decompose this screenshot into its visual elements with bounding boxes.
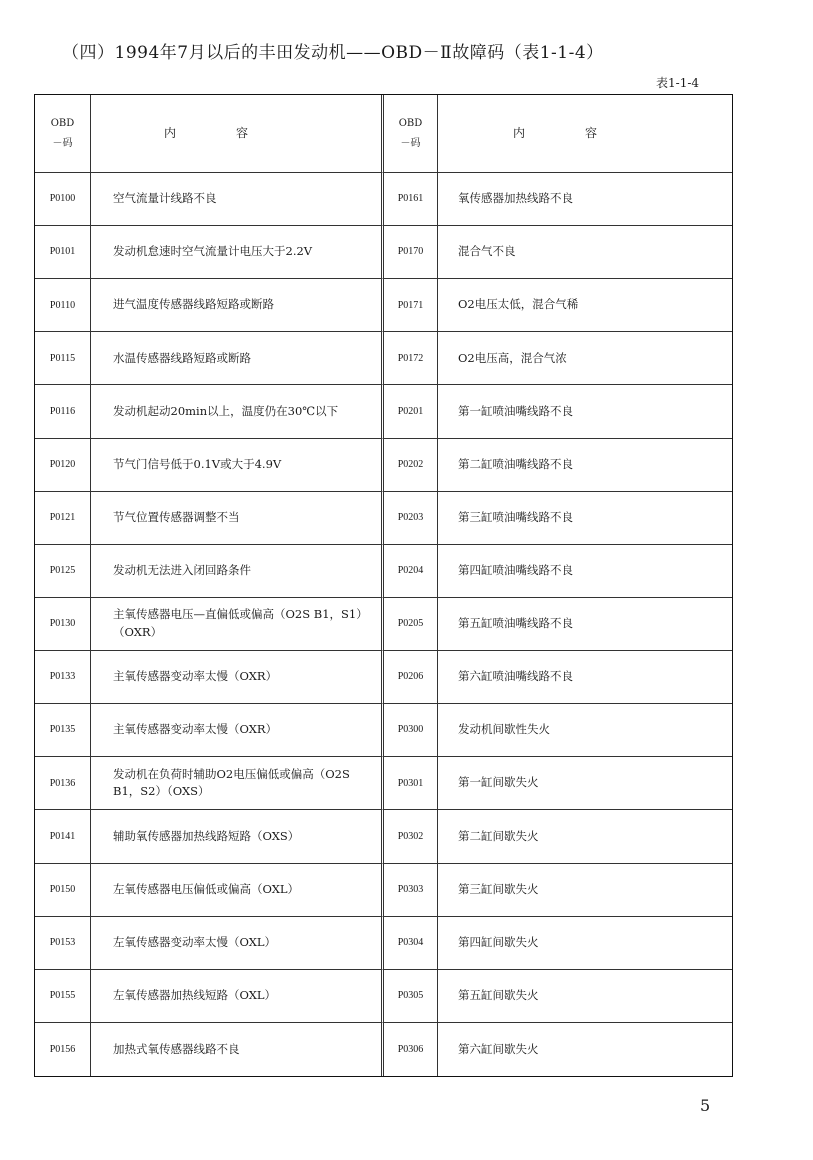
code-cell-left: P0155 [35, 970, 91, 1023]
description-cell-left: 水温传感器线路短路或断路 [91, 332, 384, 385]
description-cell-right: 第一缸间歇失火 [438, 757, 732, 810]
code-cell-left: P0115 [35, 332, 91, 385]
code-cell-left: P0135 [35, 704, 91, 757]
code-cell-left: P0101 [35, 226, 91, 279]
page-title: （四）1994年7月以后的丰田发动机——OBD－Ⅱ故障码（表1-1-4） [62, 43, 604, 63]
page-number: 5 [700, 1096, 711, 1115]
description-cell-right: 第四缸间歇失火 [438, 917, 732, 970]
code-cell-right: P0303 [384, 864, 438, 917]
description-cell-right: 第三缸间歇失火 [438, 864, 732, 917]
header-content-right: 内容 [438, 95, 732, 173]
description-cell-right: 第四缸喷油嘴线路不良 [438, 545, 732, 598]
code-cell-left: P0150 [35, 864, 91, 917]
description-cell-left: 加热式氧传感器线路不良 [91, 1023, 384, 1076]
code-cell-right: P0304 [384, 917, 438, 970]
description-cell-right: 第六缸间歇失火 [458, 1041, 539, 1056]
code-cell-left: P0130 [35, 598, 91, 651]
description-cell-right: 混合气不良 [438, 226, 732, 279]
description-cell-right: 氧传感器加热线路不良 [438, 173, 732, 226]
code-cell-right: P0205 [384, 598, 438, 651]
description-cell-left: 发动机怠速时空气流量计电压大于2.2V [91, 226, 384, 279]
header-code-line1: OBD [50, 117, 75, 129]
code-cell-right: P0203 [384, 492, 438, 545]
header-code-left [35, 95, 91, 173]
description-cell-left: 左氧传感器加热线短路（OXL） [91, 970, 384, 1023]
code-cell-left: P0133 [35, 651, 91, 704]
description-cell-left: 空气流量计线路不良 [91, 173, 384, 226]
description-cell-right: 第五缸间歇失火 [438, 970, 732, 1023]
description-cell-right: 第一缸喷油嘴线路不良 [438, 385, 732, 438]
description-cell-left: 主氧传感器变动率太慢（OXR） [91, 704, 384, 757]
description-cell-right: 第五缸喷油嘴线路不良 [438, 598, 732, 651]
description-cell-right: 第六缸喷油嘴线路不良 [438, 651, 732, 704]
header-code-right [384, 95, 438, 173]
description-cell-right: 第二缸喷油嘴线路不良 [438, 439, 732, 492]
description-cell-left: 发动机起动20min以上，温度仍在30℃以下 [91, 385, 384, 438]
code-cell-right: P0202 [384, 439, 438, 492]
code-cell-left: P0141 [35, 810, 91, 863]
description-cell-left: 发动机在负荷时辅助O2电压偏低或偏高（O2S B1，S2）（OXS） [91, 757, 384, 810]
description-cell-left: 左氧传感器电压偏低或偏高（OXL） [91, 864, 384, 917]
code-cell-right: P0306 [384, 1023, 438, 1076]
code-cell-left: P0153 [35, 917, 91, 970]
description-cell-right: 发动机间歇性失火 [438, 704, 732, 757]
code-cell-right: P0301 [384, 757, 438, 810]
description-cell-left: 主氧传感器电压—直偏低或偏高（O2S B1，S1）（OXR） [91, 598, 384, 651]
code-cell-left: P0116 [35, 385, 91, 438]
description-cell-left: 进气温度传感器线路短路或断路 [91, 279, 384, 332]
code-cell-right: P0302 [384, 810, 438, 863]
description-cell-left: 主氧传感器变动率太慢（OXR） [91, 651, 384, 704]
description-cell-left: 节气门信号低于0.1V或大于4.9V [91, 439, 384, 492]
code-cell-left: P0110 [35, 279, 91, 332]
code-cell-right: P0170 [384, 226, 438, 279]
code-cell-left: P0156 [35, 1023, 91, 1076]
description-cell-left: 左氧传感器变动率太慢（OXL） [91, 917, 384, 970]
code-cell-left: P0136 [35, 757, 91, 810]
code-cell-right: P0300 [384, 704, 438, 757]
code-cell-right: P0305 [384, 970, 438, 1023]
description-cell-right: O2电压太低，混合气稀 [438, 279, 732, 332]
header-code-line2: －码 [52, 137, 73, 149]
code-cell-right: P0206 [384, 651, 438, 704]
header-code-line1: OBD [398, 117, 423, 129]
description-cell-right: 第三缸喷油嘴线路不良 [438, 492, 732, 545]
code-cell-left: P0125 [35, 545, 91, 598]
description-cell-left: 节气位置传感器调整不当 [91, 492, 384, 545]
code-cell-right: P0171 [384, 279, 438, 332]
description-cell-right: 第二缸间歇失火 [438, 810, 732, 863]
header-code-line2: －码 [400, 137, 421, 149]
code-cell-right: P0201 [384, 385, 438, 438]
code-cell-left: P0121 [35, 492, 91, 545]
header-content-left: 内容 [91, 95, 384, 173]
code-cell-left: P0100 [35, 173, 91, 226]
description-cell-right: O2电压高，混合气浓 [438, 332, 732, 385]
description-cell-left: 发动机无法进入闭回路条件 [91, 545, 384, 598]
code-cell-right: P0172 [384, 332, 438, 385]
description-cell-left: 辅助氧传感器加热线路短路（OXS） [91, 810, 384, 863]
code-cell-right: P0204 [384, 545, 438, 598]
obd-code-table [34, 94, 733, 1077]
code-cell-right: P0161 [384, 173, 438, 226]
table-label: 表1-1-4 [656, 76, 700, 90]
code-cell-left: P0120 [35, 439, 91, 492]
